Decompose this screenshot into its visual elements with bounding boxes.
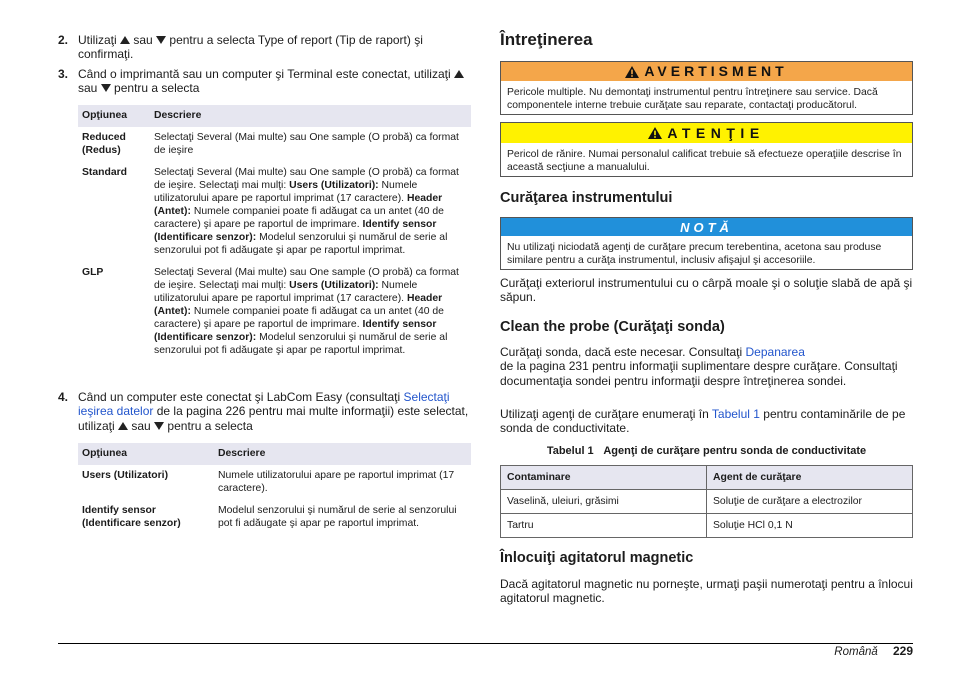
heading-clean-probe: Clean the probe (Curăţaţi sonda) [500,319,725,335]
arrow-down-icon [101,84,111,92]
paragraph-text: Curăţaţi sonda, dacă este necesar. Consultaţi [500,344,743,359]
link-depanarea[interactable]: Depanarea [745,344,805,359]
table-row [78,162,471,262]
step-text-part: sau [78,81,98,95]
table-row [78,500,471,535]
step-text-part: Utilizaţi [78,32,117,47]
footer-language: Română [834,646,878,658]
paragraph-text: de la pagina 231 pentru informaţii suplimentare despre curăţare. Consultaţi documentaţia sondei pentru informaţii despre întreţinerea sondei. [500,359,898,388]
warning-icon [625,66,639,78]
step-text-part: sau [131,418,151,433]
caution-label: ATENŢIE [667,124,765,141]
description-label: Users (Utilizatori): [289,180,379,191]
option-description [150,162,471,262]
description-text: Selectaţi Several (Mai multe) sau One sample (O probă) ca format de ieşire [154,132,459,156]
paragraph-clean-probe [500,345,913,389]
note-label: NOTĂ [680,219,733,235]
heading-replace-stirrer: Înlocuiţi agitatorul magnetic [500,550,694,566]
option-name: Identify sensor (Identificare senzor) [82,505,181,529]
step-number: 4. [58,389,69,404]
step-3 [58,67,474,96]
option-name: GLP [82,267,104,278]
table-caption-number: Tabelul 1 [546,445,594,457]
step-number: 2. [58,32,69,47]
option-name: Users (Utilizatori) [82,470,169,481]
labcom-options-table [78,443,471,535]
step-2 [58,33,474,62]
option-description [150,262,471,362]
description-label: Header (Antet): [154,193,443,217]
step-text-part: pentru a selecta [167,418,253,433]
paragraph-cleaning-agents [500,407,913,436]
paragraph-cleaning-instrument: Curăţaţi exteriorul instrumentului cu o cârpă moale şi o soluţie slabă de apă şi săpun. [500,275,913,304]
step-text [78,390,474,434]
arrow-up-icon [118,422,128,430]
step-text [78,33,474,62]
warning-icon [648,127,662,139]
step-text-part: sau [133,32,153,47]
option-name: Reduced (Redus) [82,132,126,156]
contaminant-cell: Vaselină, uleiuri, grăsimi [501,490,707,514]
column-header-contaminant: Contaminare [501,466,707,490]
warning-box [500,61,913,115]
column-header-description: Descriere [150,105,471,127]
description-text: Numele utilizatorului apare pe raportul imprimat (17 caractere). [154,280,418,304]
description-text: Numele companiei poate fi adăugat ca un antet (40 de caractere) şi apare pe raportul de imprimare. [154,206,444,230]
caution-text: Pericol de rănire. Numai personalul calificat trebuie să efectueze operaţiile descrise în această secţiune a manualului. [507,149,902,173]
step-text-part: Când o imprimantă sau un computer şi Terminal este conectat, utilizaţi [78,66,451,81]
warning-text: Pericole multiple. Nu demontaţi instrumentul pentru întreţinere sau service. Dacă componentele interne trebuie curăţate sau reparate, contactaţi producătorul. [507,87,878,111]
heading-cleaning-instrument: Curăţarea instrumentului [500,190,673,206]
step-text-part: de la pagina 226 pentru mai multe informaţii) este selectat, utilizaţi [78,404,469,433]
cleaning-agents-table [500,465,913,538]
contaminant-cell: Tartru [501,514,707,538]
description-text: Numele companiei poate fi adăugat ca un antet (40 de caractere) şi apare pe raportul de imprimare. [154,306,444,330]
arrow-up-icon [120,36,130,44]
paragraph-text: Utilizaţi agenţi de curăţare enumeraţi în [500,406,709,421]
cleaning-agent-cell: Soluţie HCl 0,1 N [707,514,913,538]
description-label: Header (Antet): [154,293,443,317]
description-text: Numele utilizatorului apare pe raportul imprimat (17 caractere). [154,180,418,204]
warning-label: AVERTISMENT [644,63,788,79]
note-box [500,217,913,270]
description-label: Identify sensor (Identificare senzor): [154,319,437,343]
description-text: Selectaţi Several (Mai multe) sau One sample (O probă) ca format de ieşire. Selectaţi mai mulţi: [154,267,459,291]
option-description: Modelul senzorului şi numărul de serie al senzorului pot fi adăugate şi apar pe raportul imprimat. [218,505,457,529]
paragraph-replace-stirrer: Dacă agitatorul magnetic nu porneşte, urmaţi paşii numerotaţi pentru a înlocui agitatorul magnetic. [500,576,913,605]
warning-header [501,62,912,81]
paragraph-text: pentru contaminările de pe sonda de conductivitate. [500,406,906,435]
table-row [78,262,471,362]
link-tabelul-1[interactable]: Tabelul 1 [711,406,760,421]
section-title: Întreţinerea [500,30,593,49]
step-number: 3. [58,66,69,81]
description-label: Users (Utilizatori): [289,280,379,291]
option-description [150,127,471,162]
table-row [78,465,471,500]
page-footer [834,644,913,659]
cleaning-agent-cell: Soluţie de curăţare a electrozilor [707,490,913,514]
description-text: Selectaţi Several (Mai multe) sau One sample (O probă) ca format de ieşire. Selectaţi mai mulţi: [154,167,459,191]
table-row [78,127,471,162]
option-name: Standard [82,167,128,178]
table-caption [500,444,913,458]
step-4 [58,390,474,434]
column-header-cleaning-agent: Agent de curăţare [707,466,913,490]
footer-divider [58,643,913,644]
link-selectati-iesirea-datelor[interactable]: Selectaţi ieşirea datelor [78,389,450,418]
table-row [501,514,913,538]
description-text: Modelul senzorului şi numărul de serie al senzorului pot fi adăugate şi apar pe raportul imprimat. [154,332,448,356]
arrow-down-icon [154,422,164,430]
page-number: 229 [892,644,913,658]
column-header-option: Opţiunea [78,443,214,465]
note-header [501,218,912,236]
caution-box [500,122,913,177]
description-label: Identify sensor (Identificare senzor): [154,219,437,243]
arrow-down-icon [156,36,166,44]
step-text [78,67,474,96]
note-text: Nu utilizaţi niciodată agenţi de curăţare precum terebentina, acetona sau produse similare pentru a curăţa instrumentul, inclusiv afişajul şi accesoriile. [507,242,882,266]
step-text-part: Când un computer este conectat şi LabCom Easy (consultaţi [78,389,401,404]
step-text-part: pentru a selecta Type of report (Tip de raport) şi confirmaţi. [78,32,423,61]
table-header-row [78,443,471,465]
table-header-row [501,466,913,490]
caution-header [501,123,912,143]
printer-options-table [78,105,471,362]
option-description: Numele utilizatorului apare pe raportul imprimat (17 caractere). [218,470,455,494]
table-caption-text: Agenţi de curăţare pentru sonda de conductivitate [603,445,867,457]
table-row [501,490,913,514]
column-header-option: Opţiunea [78,105,150,127]
step-text-part: pentru a selecta [114,81,200,95]
column-header-description: Descriere [214,443,471,465]
arrow-up-icon [454,70,464,78]
table-header-row [78,105,471,127]
description-text: Modelul senzorului şi numărul de serie al senzorului pot fi adăugate şi apar pe raportul imprimat. [154,232,448,256]
